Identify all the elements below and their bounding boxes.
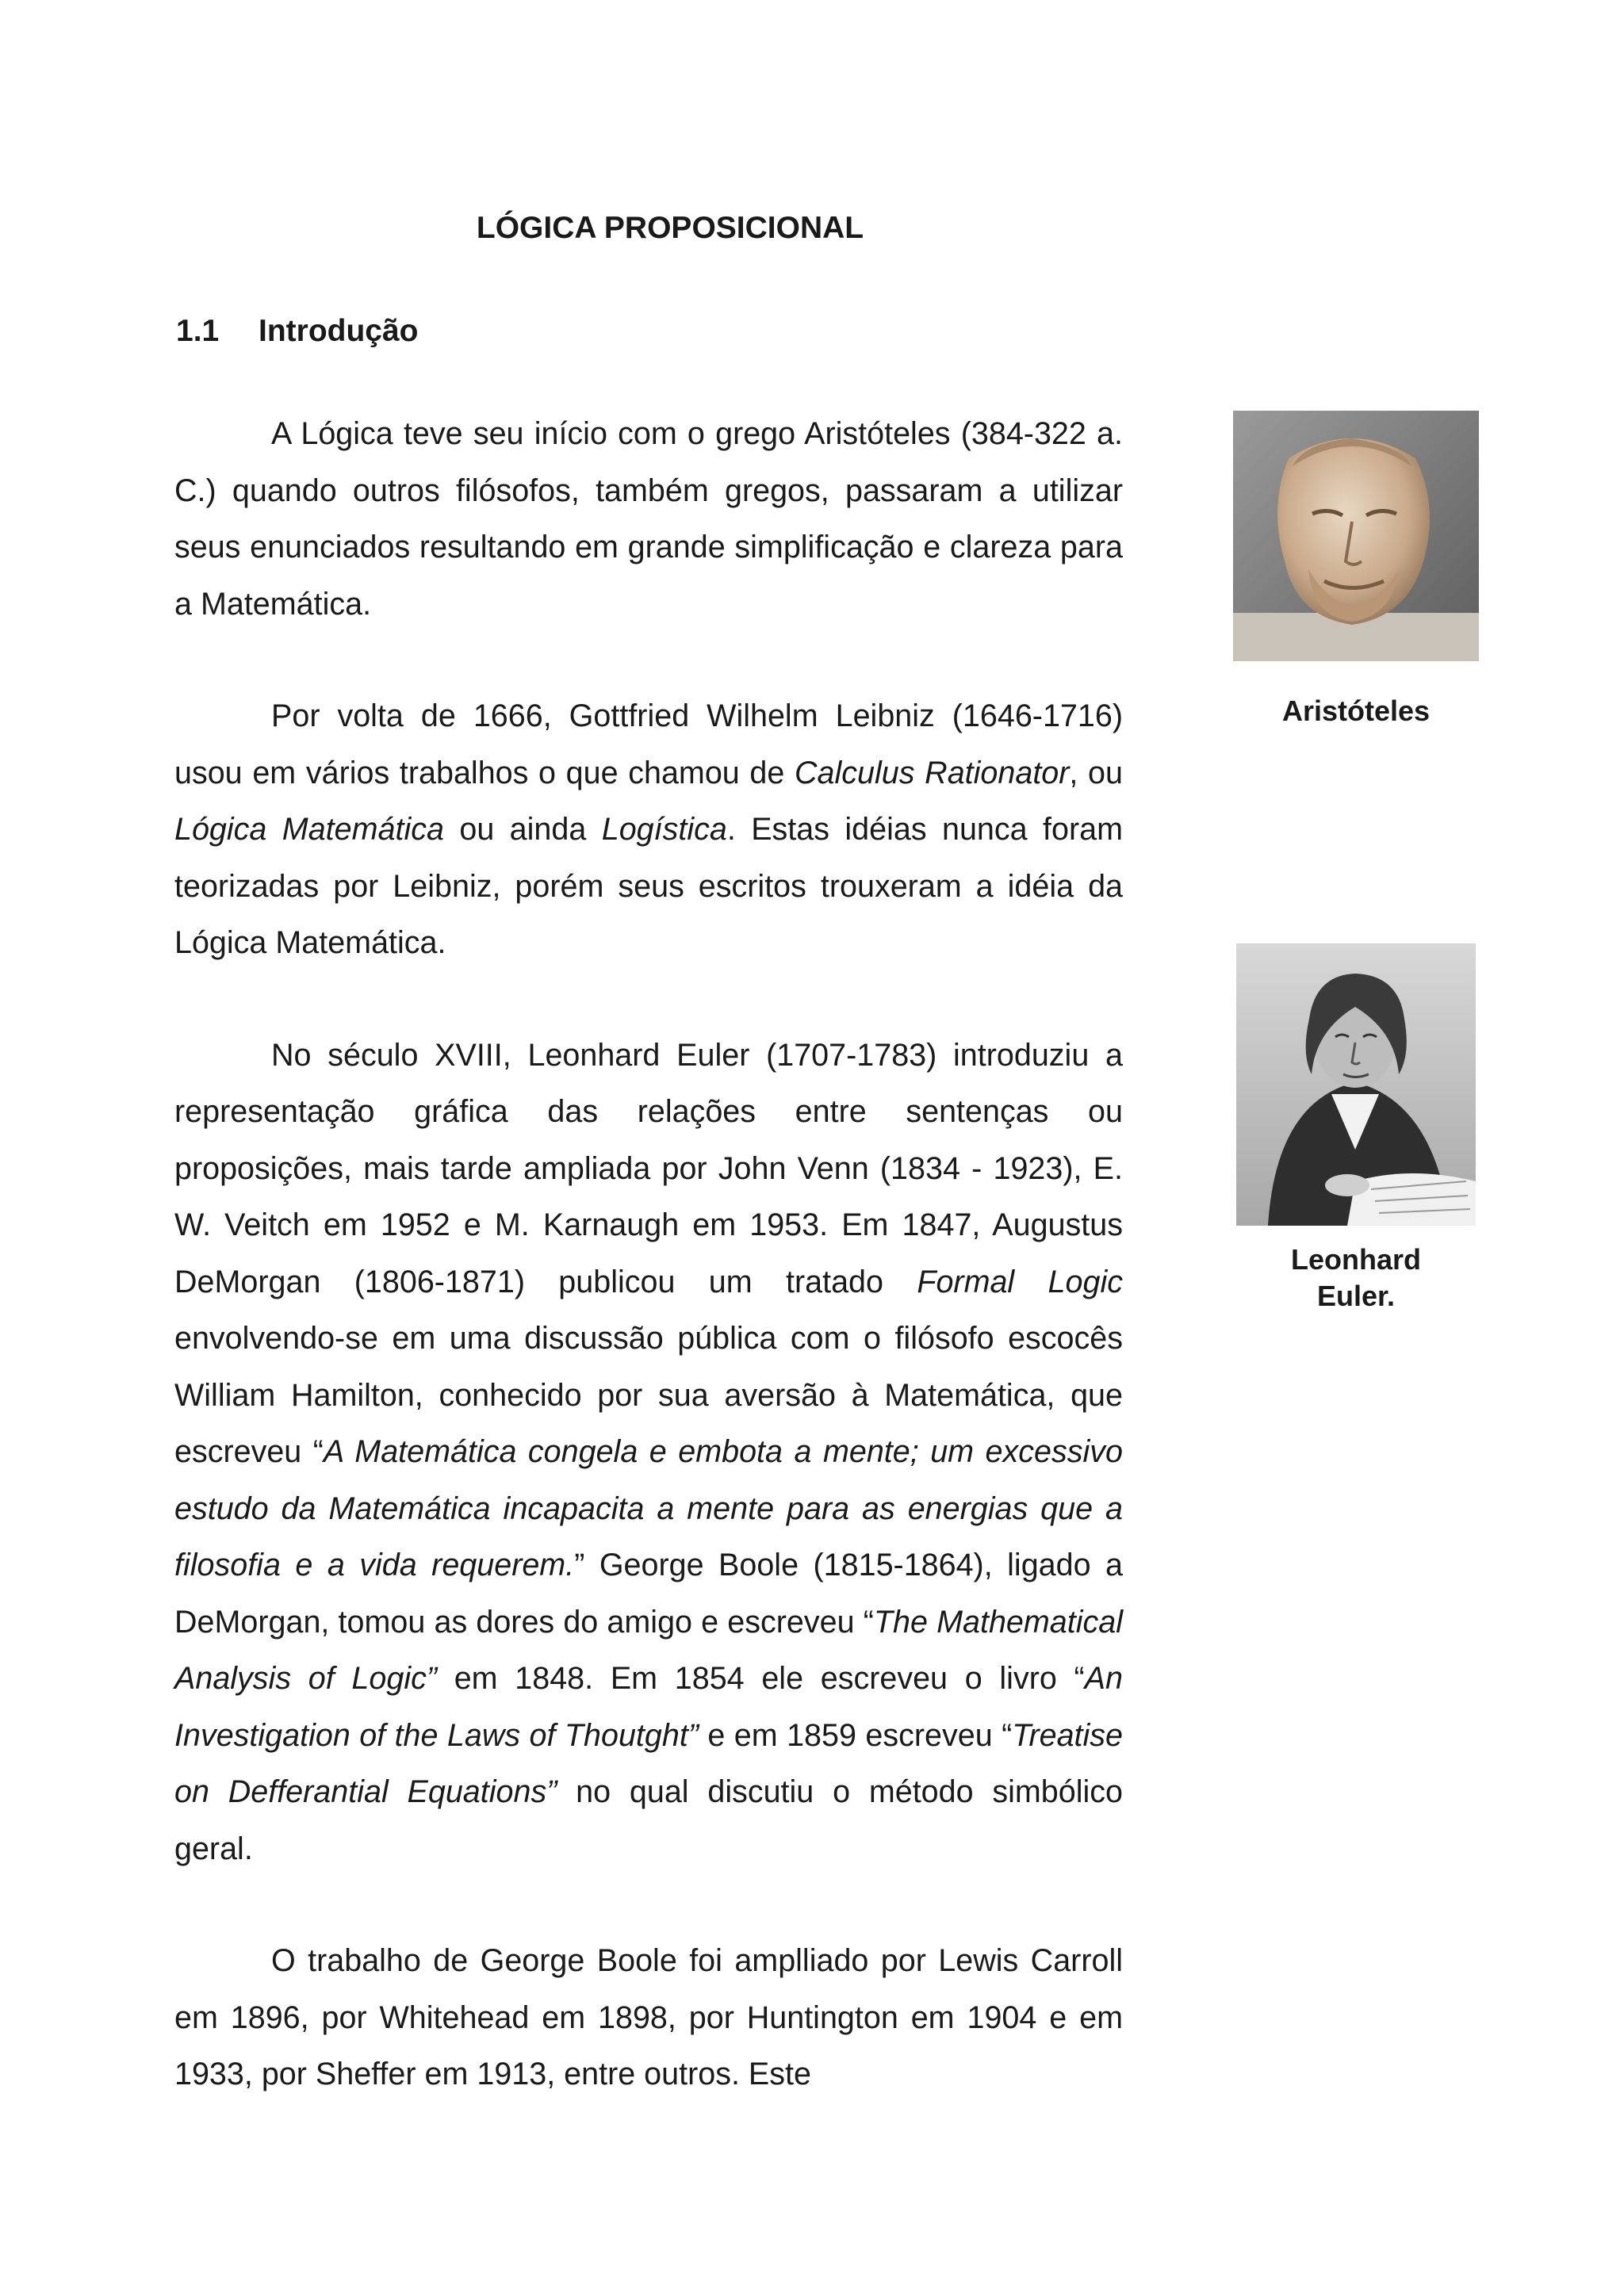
paragraph-run: O trabalho de George Boole foi amplliado por Lewis Carroll em 1896, por Whitehead em 1898, por Huntington em 1904 e em 1933, por Sheffer em 1913, entre outros. Este (174, 1943, 1123, 2091)
paragraph-run: ou ainda (443, 812, 602, 847)
paragraph-run: , ou (1069, 755, 1123, 790)
paragraph-run: A Matemática congela e embota a mente; um excessivo estudo da Matemática incapacita a mente para as energias que a filosofia e a vida requerem. (174, 1434, 1123, 1582)
paragraph-run: ” George Boole (1815-1864), ligado a DeMorgan, tomou as dores do amigo e escreveu “ (174, 1548, 1123, 1640)
paragraph-run: no qual discutiu o método simbólico geral. (174, 1774, 1124, 1866)
paragraph-2 (174, 688, 1123, 972)
euler-caption: Leonhard Euler. (1290, 1243, 1421, 1312)
paragraph-1 (174, 406, 1123, 633)
section-title: Introdução (259, 314, 419, 348)
paragraph-run: The Mathematical Analysis of Logic” (174, 1604, 1124, 1696)
paragraph-run: . Estas idéias nunca foram teorizadas por Leibniz, porém seus escritos trouxeram a idéia da Lógica Matemática. (174, 812, 1123, 960)
paragraph-run: Formal Logic (917, 1264, 1123, 1299)
section-heading (176, 311, 419, 352)
section-number: 1.1 (176, 314, 220, 348)
paragraph-run: Calculus Rationator (795, 755, 1070, 790)
paragraph-run: envolvendo-se em uma discussão pública com o filósofo escocês William Hamilton, conhecido por sua aversão à Matemática, que escreveu “ (174, 1321, 1123, 1469)
paragraph-run: e em 1859 escreveu “ (698, 1717, 1013, 1753)
paragraph-run: A Lógica teve seu início com o grego Aristóteles (384-322 a. C.) quando outros filósofos, também gregos, passaram a utilizar seus enunciados resultando em grande simplificação e clareza para a Matemática. (174, 416, 1123, 622)
body-text (174, 406, 1123, 2103)
paragraph-run: Logística (601, 812, 727, 847)
aristoteles-caption: Aristóteles (1281, 695, 1431, 727)
paragraph-run: Lógica Matemática (174, 812, 444, 847)
euler-portrait-image (1236, 943, 1476, 1226)
paragraph-3 (174, 1027, 1123, 1878)
page-title: LÓGICA PROPOSICIONAL (476, 211, 864, 245)
figure-aristoteles (1189, 411, 1522, 729)
paragraph-run: An Investigation of the Laws of Thoutght” (174, 1661, 1123, 1753)
aristoteles-bust-image (1233, 411, 1479, 661)
paragraph-run: No século XVIII, Leonhard Euler (1707-1783) introduziu a representação gráfica das relações entre sentenças ou proposições, mais tarde ampliada por John Venn (1834 - 1923), E. W. Veitch em 1952 e M. Karnaugh em 1953. Em 1847, Augustus DeMorgan (1806-1871) publicou um tratado (174, 1037, 1123, 1299)
paragraph-run: em 1848. Em 1854 ele escreveu o livro “ (437, 1661, 1085, 1696)
paragraph-run: Por volta de 1666, Gottfried Wilhelm Leibniz (1646-1716) usou em vários trabalhos o que chamou de (174, 698, 1123, 790)
figure-euler (1189, 943, 1522, 1314)
paragraph-4 (174, 1933, 1123, 2103)
paragraph-run: Treatise on Defferantial Equations” (174, 1717, 1124, 1809)
